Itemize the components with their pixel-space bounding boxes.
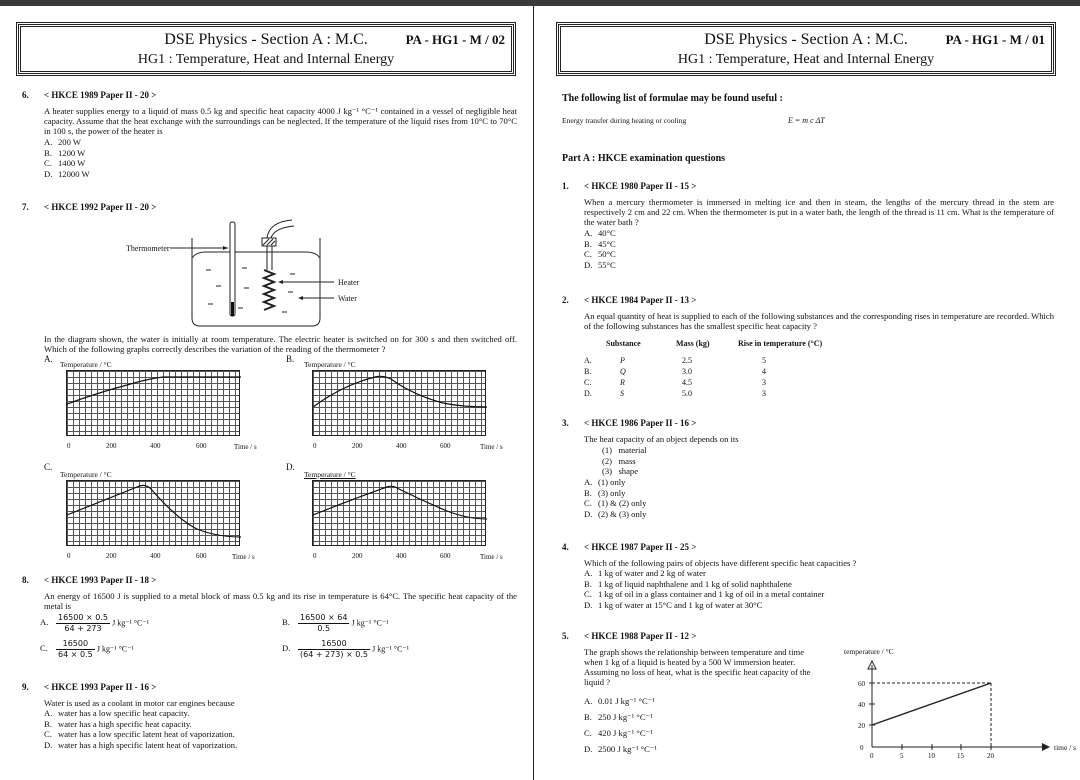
thermometer-label: Thermometer xyxy=(126,244,170,253)
question-source: < HKCE 1986 Paper II - 16 > xyxy=(584,418,697,428)
question-text: When a mercury thermometer is immersed in melting ice and then in steam, the lengths of the mercury thread in the stem are respectively 2 cm and 22 cm. When the thermometer is put in a water bath, the length of the thread is 11 cm. What is the temperature of the water bath ? xyxy=(584,197,1054,227)
option-a[interactable]: A. 0.01 J kg⁻¹ °C⁻¹ xyxy=(584,696,655,706)
option-a[interactable]: A. 40°C xyxy=(584,228,616,238)
option-d[interactable]: D. 12000 W xyxy=(44,168,90,179)
option-c[interactable]: C. water has a low specific latent heat of vaporization. xyxy=(44,729,235,739)
question-number: 6. xyxy=(22,90,29,100)
header-subtitle: HG1 : Temperature, Heat and Internal Energy xyxy=(137,52,395,67)
option-c[interactable]: C. $\frac{16500}{64 \times 0.5}$ J kg⁻¹ °C⁻¹ xyxy=(40,639,134,659)
graph-option-c[interactable]: C. Temperature / °C 0 200 400 600 Time / s xyxy=(44,462,255,561)
options-list xyxy=(44,708,237,750)
option-d[interactable]: D. water has a high specific latent heat of vaporization. xyxy=(44,739,238,750)
formulae-heading: The following list of formulae may be found useful : xyxy=(562,93,783,104)
option-a[interactable]: A. (1) only xyxy=(584,477,626,487)
graph-grid xyxy=(312,480,486,546)
question-source: < HKCE 1987 Paper II - 25 > xyxy=(584,542,697,552)
question-7 xyxy=(22,202,517,562)
option-b[interactable]: B. 250 J kg⁻¹ °C⁻¹ xyxy=(584,712,653,722)
question-number: 7. xyxy=(22,202,29,212)
option-a[interactable]: A. 200 W xyxy=(44,137,81,147)
question-text: In the diagram shown, the water is initially at room temperature. The electric heater is switched on for 300 s and then switched off. Which of the following graphs correctly describes the variation of the reading of the thermometer ? xyxy=(44,334,517,354)
table-row[interactable]: D. S 5.0 3 xyxy=(584,389,766,398)
graph-option-d[interactable]: D. Temperature / °C 0 200 400 600 Time / s xyxy=(286,462,503,561)
part-heading: Part A : HKCE examination questions xyxy=(562,153,726,164)
question-text: An energy of 16500 J is supplied to a metal block of mass 0.5 kg and its rise in temperature is 64°C. The specific heat capacity of the metal is xyxy=(44,591,517,611)
question-source: < HKCE 1984 Paper II - 13 > xyxy=(584,295,697,305)
beaker-illustration xyxy=(122,208,382,332)
question-number: 8. xyxy=(22,575,29,585)
page-left xyxy=(0,6,534,780)
option-b[interactable]: B. $\frac{16500 \times 64}{0.5}$ J kg⁻¹ °C⁻¹ xyxy=(282,613,389,633)
option-d[interactable]: D. (2) & (3) only xyxy=(584,508,647,519)
table-row[interactable]: B. Q 3.0 4 xyxy=(584,367,766,376)
graph-grid xyxy=(66,480,240,546)
criteria-item: (1) material xyxy=(602,445,647,455)
options-list xyxy=(44,137,90,179)
table-row[interactable]: C. R 4.5 3 xyxy=(584,378,766,387)
options-list xyxy=(584,477,646,519)
option-d[interactable]: D. 2500 J kg⁻¹ °C⁻¹ xyxy=(584,744,657,754)
formula-label: Energy transfer during heating or cooling xyxy=(562,116,687,125)
question-text: The graph shows the relationship between temperature and time when 1 kg of a liquid is heated by a 500 W immersion heater. Assuming no loss of heat, what is the specific heat capacity of the liquid ? xyxy=(584,647,811,687)
question-text: Water is used as a coolant in motor car engines because xyxy=(44,698,235,708)
option-a[interactable]: A. 1 kg of water and 2 kg of water xyxy=(584,568,706,578)
graph-option-b[interactable]: B. Temperature / °C 0 200 400 600 Time / s xyxy=(286,354,503,451)
header-code: PA - HG1 - M / 01 xyxy=(945,32,1045,47)
header-title: DSE Physics - Section A : M.C. xyxy=(704,31,908,48)
question-number: 3. xyxy=(562,418,569,428)
criteria-item: (2) mass xyxy=(602,455,636,466)
question-source: < HKCE 1993 Paper II - 18 > xyxy=(44,575,157,585)
question-text: Which of the following pairs of objects have different specific heat capacities ? xyxy=(584,558,857,568)
header-title: DSE Physics - Section A : M.C. xyxy=(164,31,368,48)
page-right xyxy=(540,6,1080,780)
option-c[interactable]: C. 420 J kg⁻¹ °C⁻¹ xyxy=(584,728,653,738)
temperature-time-graph: temperature / °C 60 40 20 0 0 5 10 15 20 time / s xyxy=(844,647,1077,760)
question-number: 9. xyxy=(22,682,29,692)
option-d[interactable]: D. $\frac{16500}{(64 + 273) \times 0.5}$ J kg⁻¹ °C⁻¹ xyxy=(282,639,410,659)
option-c[interactable]: C. 50°C xyxy=(584,249,616,259)
criteria-item: (3) shape xyxy=(602,466,639,476)
option-c[interactable]: C. 1400 W xyxy=(44,158,86,168)
water-label: Water xyxy=(338,294,357,303)
substance-table xyxy=(584,338,822,399)
option-b[interactable]: B. 1200 W xyxy=(44,147,86,158)
option-b[interactable]: B. water has a high specific heat capacity. xyxy=(44,718,192,729)
header-subtitle: HG1 : Temperature, Heat and Internal Energy xyxy=(677,52,935,67)
heater-label: Heater xyxy=(338,278,360,287)
options-list xyxy=(584,568,824,610)
question-number: 2. xyxy=(562,295,569,305)
question-number: 1. xyxy=(562,181,569,191)
options-list xyxy=(584,228,616,270)
page-header-box xyxy=(18,24,514,74)
question-source: < HKCE 1992 Paper II - 20 > xyxy=(44,202,157,212)
question-number: 5. xyxy=(562,631,569,641)
formula-expression: E = m c ΔT xyxy=(788,116,825,125)
question-source: < HKCE 1989 Paper II - 20 > xyxy=(44,90,157,100)
question-source: < HKCE 1988 Paper II - 12 > xyxy=(584,631,697,641)
option-b[interactable]: B. 45°C xyxy=(584,238,616,249)
options-list xyxy=(584,693,657,757)
option-d[interactable]: D. 55°C xyxy=(584,259,616,270)
question-source: < HKCE 1993 Paper II - 16 > xyxy=(44,682,157,692)
table-header-row: Substance Mass (kg) Rise in temperature (°C) xyxy=(606,339,823,348)
question-source: < HKCE 1980 Paper II - 15 > xyxy=(584,181,697,191)
question-number: 4. xyxy=(562,542,569,552)
page-header-box xyxy=(558,24,1054,74)
option-b[interactable]: B. (3) only xyxy=(584,487,626,498)
graph-option-a[interactable]: A. Temperature / °C 0 200 400 600 Time / s xyxy=(44,354,257,451)
heater-diagram xyxy=(122,208,382,332)
option-a[interactable]: A. $\frac{16500 \times 0.5}{64 + 273}$ J kg⁻¹ °C⁻¹ xyxy=(40,613,150,633)
option-a[interactable]: A. water has a low specific heat capacity. xyxy=(44,708,190,718)
option-d[interactable]: D. 1 kg of water at 15°C and 1 kg of water at 30°C xyxy=(584,599,763,610)
criteria-list xyxy=(602,445,647,477)
question-text: An equal quantity of heat is supplied to each of the following substances and the corresponding rises in temperature are recorded. Which of the following substances has the smallest specific heat capacity ? xyxy=(584,311,1054,331)
graph-grid xyxy=(66,370,240,436)
table-row[interactable]: A. P 2.5 5 xyxy=(584,356,766,365)
header-code: PA - HG1 - M / 02 xyxy=(405,32,505,47)
question-text: A heater supplies energy to a liquid of mass 0.5 kg and specific heat capacity 4000 J kg⁻¹ °C⁻¹ contained in a vessel of negligible heat capacity. Assume that the heat exchange with the surroundings can be neglected. If the temperature of the liquid rises from 10°C to 70°C in 100 s, the power of the heater is xyxy=(44,106,517,136)
option-b[interactable]: B. 1 kg of liquid naphthalene and 1 kg of solid naphthalene xyxy=(584,578,792,589)
question-text: The heat capacity of an object depends on its xyxy=(584,434,739,444)
graph-grid xyxy=(312,370,486,436)
option-c[interactable]: C. 1 kg of oil in a glass container and 1 kg of oil in a metal container xyxy=(584,589,825,599)
option-c[interactable]: C. (1) & (2) only xyxy=(584,498,647,508)
